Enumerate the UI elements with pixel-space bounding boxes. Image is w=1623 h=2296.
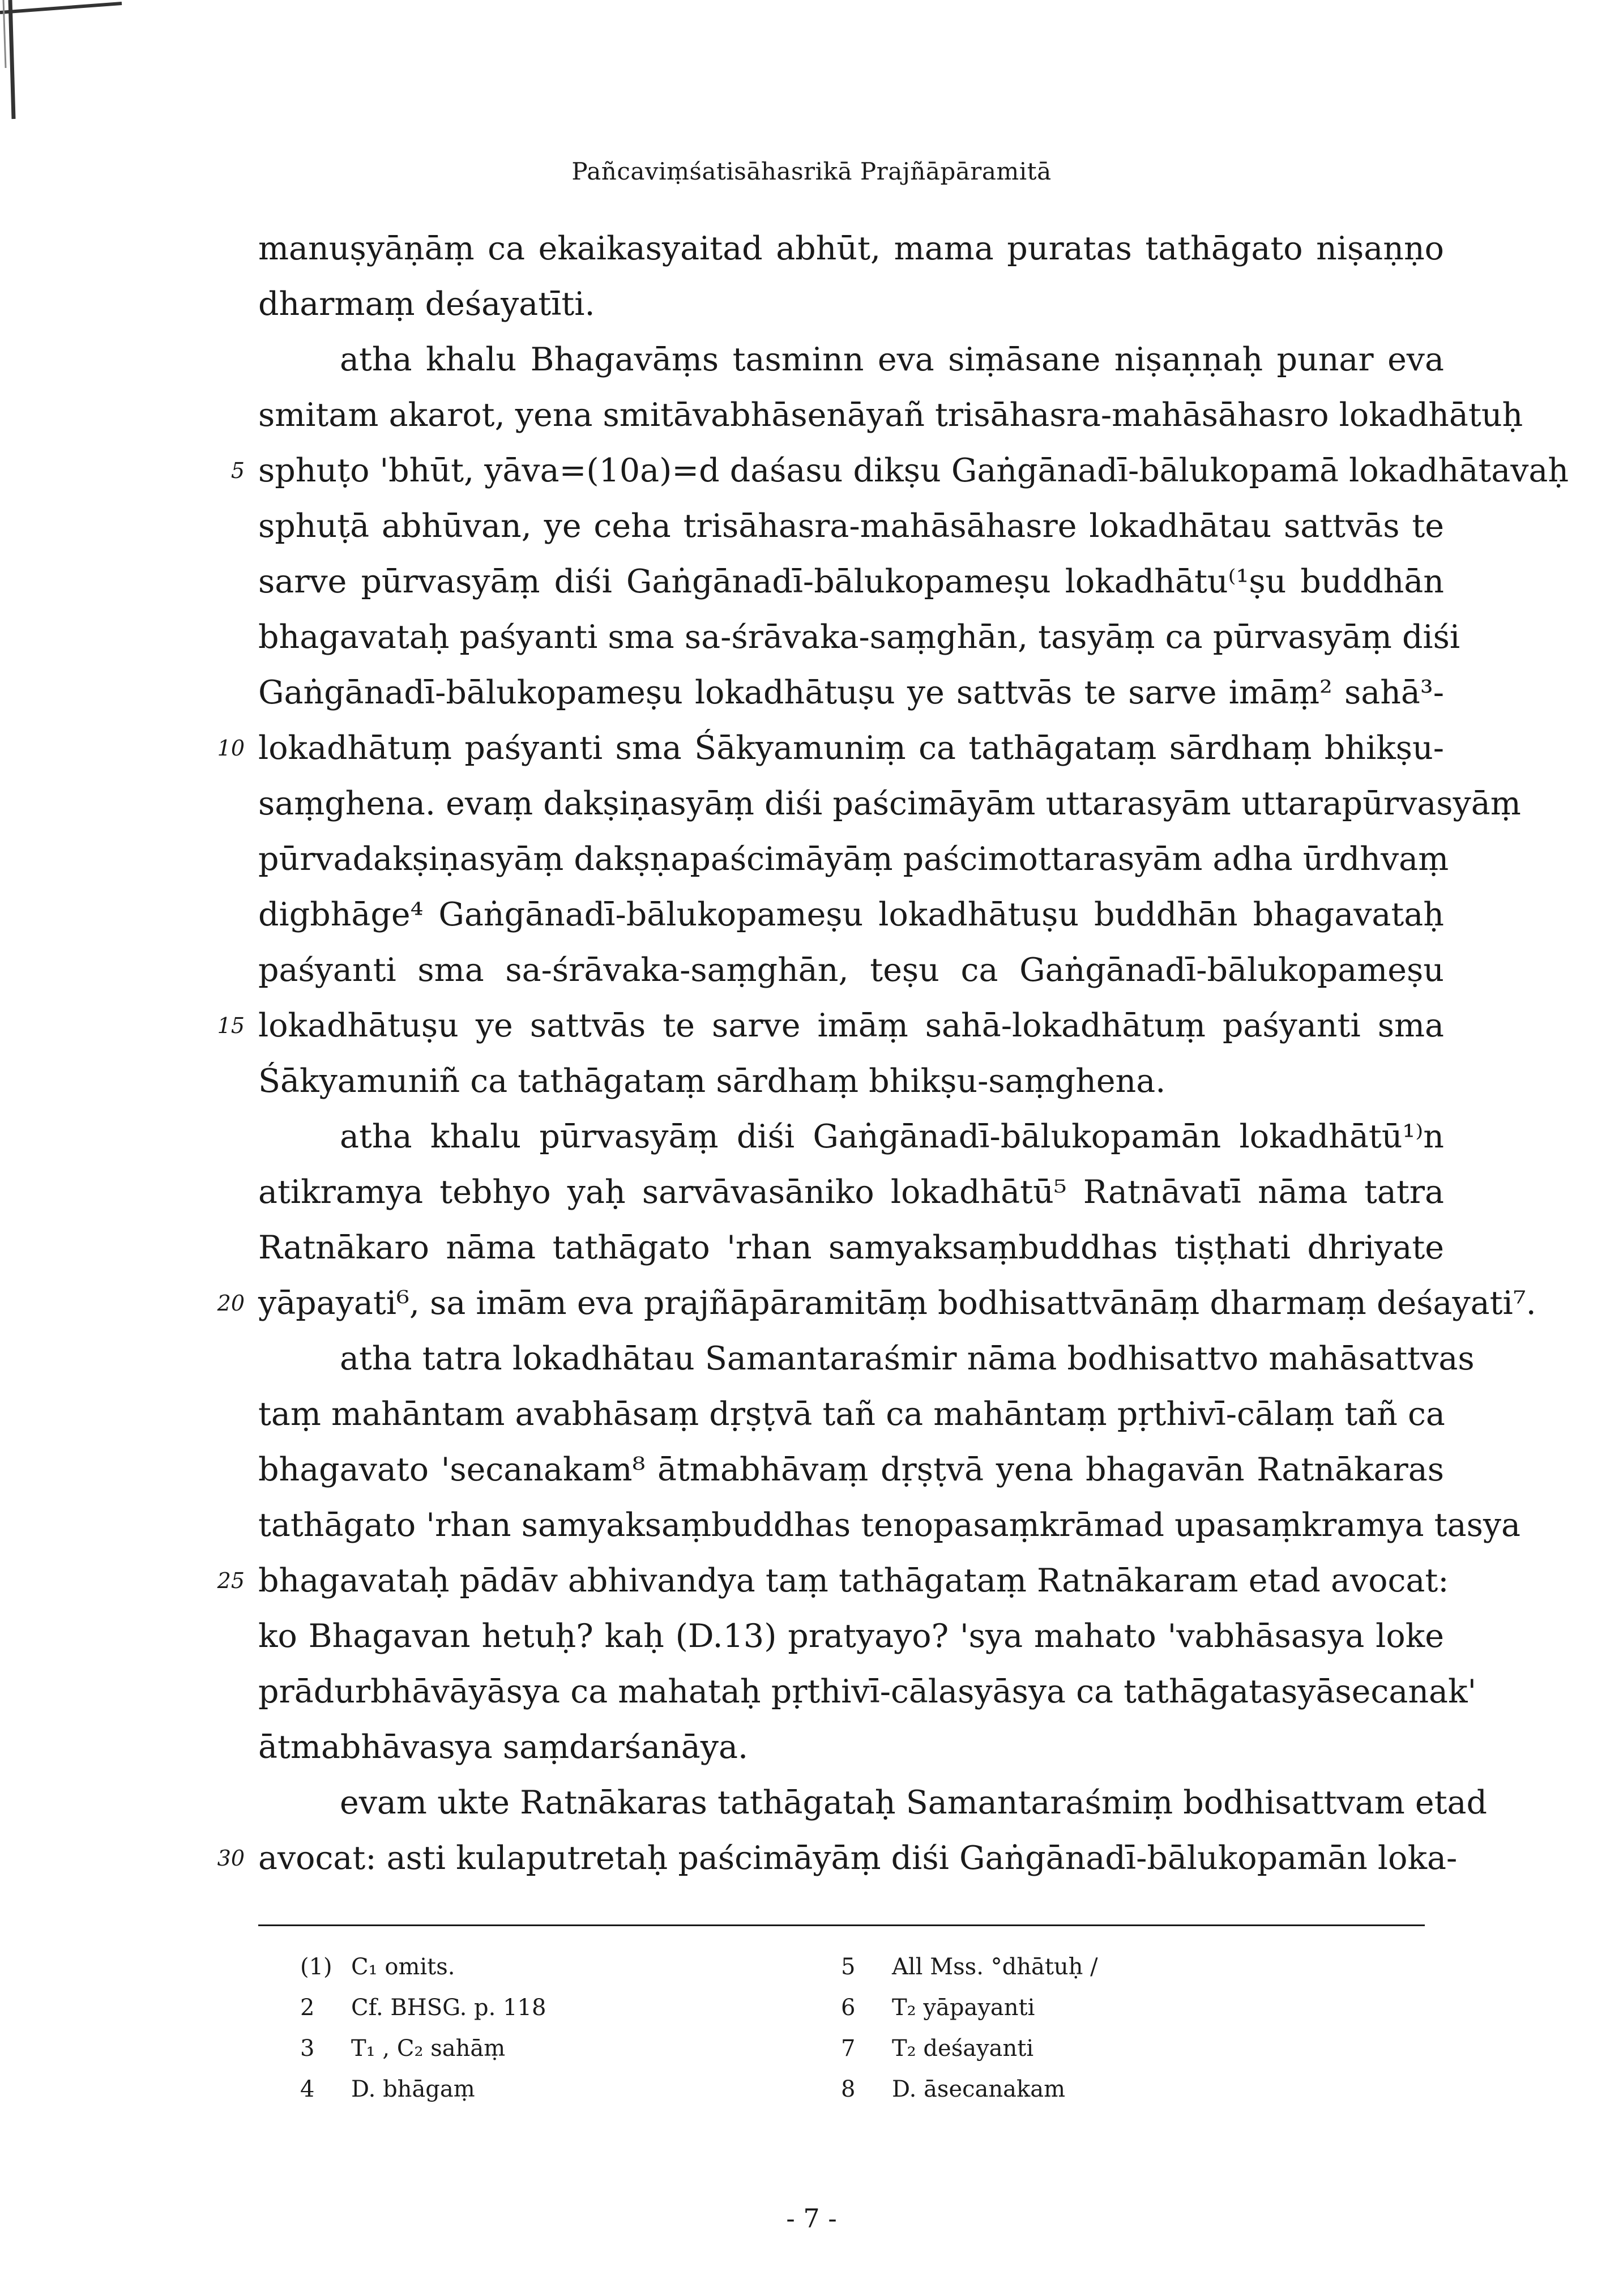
text-line: sphuṭā abhūvan, ye ceha trisāhasra-mahāsāhasre lokadhātau sattvās te: [258, 507, 1444, 545]
footnote: [841, 2072, 1065, 2107]
footnote-text: T₂ deśayanti: [892, 2035, 1034, 2062]
text-line: sphuṭo 'bhūt, yāva=(10a)=d daśasu dikṣu Gaṅgānadī-bālukopamā lokadhātavaḥ: [258, 452, 1569, 489]
line-number: 10: [217, 736, 245, 761]
text-line: dharmaṃ deśayatīti.: [258, 285, 595, 323]
text-line: digbhāge⁴ Gaṅgānadī-bālukopameṣu lokadhātuṣu buddhān bhagavataḥ: [258, 896, 1444, 933]
text-line: manuṣyāṇāṃ ca ekaikasyaitad abhūt, mama puratas tathāgato niṣaṇṇo: [258, 230, 1444, 267]
footnote: [841, 2031, 1033, 2066]
footnote-text: C₁ omits.: [351, 1954, 455, 1980]
scan-corner-mark: [0, 0, 130, 130]
footnote-mark: 2: [300, 1995, 315, 2021]
running-header: Pañcaviṃśatisāhasrikā Prajñāpāramitā: [571, 157, 1052, 185]
text-line: yāpayati⁶, sa imām eva prajñāpāramitāṃ bodhisattvānāṃ dharmaṃ deśayati⁷.: [258, 1284, 1536, 1322]
text-line: atha tatra lokadhātau Samantaraśmir nāma bodhisattvo mahāsattvas: [340, 1340, 1475, 1377]
text-line: taṃ mahāntam avabhāsaṃ dṛṣṭvā tañ ca mahāntaṃ pṛthivī-cālaṃ tañ ca: [258, 1395, 1445, 1433]
text-line: Śākyamuniñ ca tathāgataṃ sārdhaṃ bhikṣu-saṃghena.: [258, 1062, 1166, 1100]
text-line: Ratnākaro nāma tathāgato 'rhan samyaksaṃbuddhas tiṣṭhati dhriyate: [258, 1229, 1444, 1266]
footnote-text: All Mss. °dhātuḥ /: [892, 1954, 1098, 1980]
text-line: prādurbhāvāyāsya ca mahataḥ pṛthivī-cālasyāsya ca tathāgatasyāsecanak': [258, 1673, 1477, 1710]
footnote-text: D. bhāgaṃ: [351, 2076, 475, 2102]
text-line: ko Bhagavan hetuḥ? kaḥ (D.13) pratyayo? 'sya mahato 'vabhāsasya loke: [258, 1618, 1444, 1655]
footnote: [300, 2031, 505, 2066]
text-line: lokadhātuṃ paśyanti sma Śākyamuniṃ ca tathāgataṃ sārdhaṃ bhikṣu-: [258, 729, 1444, 767]
text-line: bhagavataḥ paśyanti sma sa-śrāvaka-saṃghān, tasyāṃ ca pūrvasyāṃ diśi: [258, 618, 1460, 656]
text-line: avocat: asti kulaputretaḥ paścimāyāṃ diśi Gaṅgānadī-bālukopamān loka-: [258, 1840, 1458, 1877]
text-line: atha khalu Bhagavāṃs tasminn eva siṃāsane niṣaṇṇaḥ punar eva: [340, 341, 1444, 378]
line-number: 5: [230, 458, 245, 483]
text-line: Gaṅgānadī-bālukopameṣu lokadhātuṣu ye sattvās te sarve imāṃ² sahā³-: [258, 674, 1444, 711]
text-line: evam ukte Ratnākaras tathāgataḥ Samantaraśmiṃ bodhisattvam etad: [340, 1784, 1488, 1821]
footnote-mark: 4: [300, 2076, 315, 2102]
footnote: [300, 2072, 475, 2107]
text-line: paśyanti sma sa-śrāvaka-saṃghān, teṣu ca Gaṅgānadī-bālukopameṣu: [258, 951, 1444, 989]
line-number: 15: [217, 1013, 245, 1038]
footnote: [300, 1949, 455, 1985]
text-line: atikramya tebhyo yaḥ sarvāvasāniko lokadhātū⁵ Ratnāvatī nāma tatra: [258, 1173, 1444, 1211]
text-line: lokadhātuṣu ye sattvās te sarve imāṃ sahā-lokadhātuṃ paśyanti sma: [258, 1007, 1444, 1044]
line-number: 25: [217, 1568, 245, 1593]
footnote-rule: [258, 1924, 1425, 1926]
footnote-mark: 3: [300, 2035, 315, 2062]
footnote-text: D. āsecanakam: [892, 2076, 1065, 2102]
footnote-mark: 5: [841, 1954, 856, 1980]
footnote: [841, 1949, 1098, 1985]
text-line: pūrvadakṣiṇasyāṃ dakṣṇapaścimāyāṃ paścimottarasyām adha ūrdhvaṃ: [258, 840, 1449, 878]
text-line: bhagavataḥ pādāv abhivandya taṃ tathāgataṃ Ratnākaram etad avocat:: [258, 1562, 1449, 1599]
text-line: bhagavato 'secanakam⁸ ātmabhāvaṃ dṛṣṭvā yena bhagavān Ratnākaras: [258, 1451, 1444, 1488]
page-number: - 7 -: [786, 2203, 837, 2234]
text-line: smitam akarot, yena smitāvabhāsenāyañ trisāhasra-mahāsāhasro lokadhātuḥ: [258, 396, 1523, 434]
text-line: atha khalu pūrvasyāṃ diśi Gaṅgānadī-bālukopamān lokadhātū¹⁾n: [340, 1118, 1444, 1155]
text-line: tathāgato 'rhan samyaksaṃbuddhas tenopasaṃkrāmad upasaṃkramya tasya: [258, 1507, 1521, 1544]
footnote-mark: 8: [841, 2076, 856, 2102]
footnote-mark: (1): [300, 1954, 332, 1980]
line-number: 30: [217, 1846, 245, 1871]
footnote-mark: 7: [841, 2035, 856, 2062]
footnote: [300, 1990, 546, 2025]
line-number: 20: [217, 1291, 245, 1316]
text-line: saṃghena. evaṃ dakṣiṇasyāṃ diśi paścimāyām uttarasyām uttarapūrvasyāṃ: [258, 785, 1521, 822]
footnote-text: T₂ yāpayanti: [892, 1995, 1035, 2021]
footnote-mark: 6: [841, 1995, 856, 2021]
footnote-text: Cf. BHSG. p. 118: [351, 1995, 546, 2021]
footnote: [841, 1990, 1035, 2025]
footnote-text: T₁ , C₂ sahāṃ: [351, 2035, 506, 2062]
text-line: ātmabhāvasya saṃdarśanāya.: [258, 1729, 749, 1766]
text-line: sarve pūrvasyāṃ diśi Gaṅgānadī-bālukopameṣu lokadhātu⁽¹ṣu buddhān: [258, 563, 1444, 600]
